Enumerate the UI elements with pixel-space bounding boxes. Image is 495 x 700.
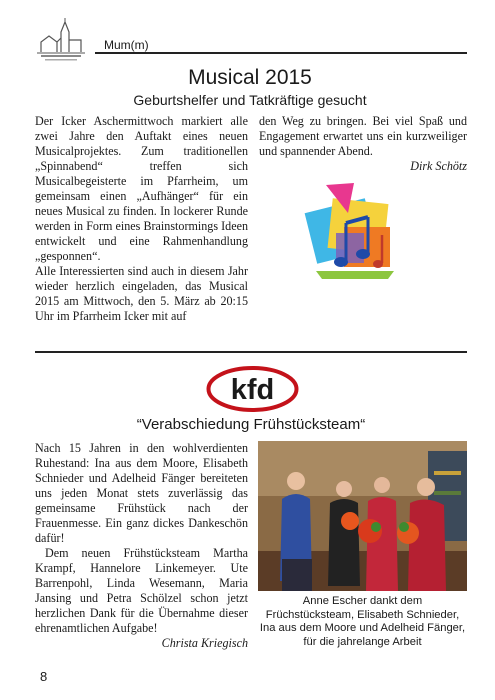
team-photo [258, 441, 467, 591]
author-signature: Dirk Schötz [410, 159, 467, 173]
article-column-left [35, 114, 248, 324]
music-notes-icon [296, 183, 408, 283]
section-divider [35, 351, 467, 353]
article-title: Musical 2015 [188, 66, 312, 89]
paragraph: Alle Interessierten sind auch in diesem Jahr wieder herzlich eingeladen, das Musical 2015 am Mittwoch, den 5. März ab 20:15 Uhr im Pfarrheim Icker mit auf [35, 264, 248, 323]
church-logo-icon [35, 18, 87, 62]
page-number: 8 [40, 669, 48, 684]
article-title: “Verabschiedung Frühstücksteam“ [136, 416, 366, 433]
photo-caption: Anne Escher dankt dem Früchstücksteam, Elisabeth Schnieder, Ina aus dem Moore und Adelheid Fänger, für die jahrelange Arbeit [259, 595, 466, 648]
paragraph: den Weg zu bringen. Bei viel Spaß und Engagement erwartet uns ein kurzweiliger und spannender Abend. [259, 114, 467, 158]
kfd-logo-text: kfd [230, 374, 275, 406]
author-signature: Christa Kriegisch [161, 636, 248, 650]
header-divider [95, 52, 467, 54]
paragraph: Der Icker Aschermittwoch markiert alle zwei Jahre den Auftakt eines neuen Musicalprojektes. Zum traditionellen „Spinnabend“ treffen sich Musicalbegeisterte im Pfarrheim, um gemeinsam einen „Aufhänger“ für ein neues Musical zu finden. In lockerer Runde werden in Form eines Brainstormings Ideen entwickelt und eine Rahmenhandlung „gesponnen“. [35, 114, 248, 263]
article-subtitle: Geburtshelfer und Tatkräftige gesucht [133, 92, 367, 108]
kfd-logo [205, 364, 300, 414]
paragraph: Nach 15 Jahren in den wohlverdienten Ruhestand: Ina aus dem Moore, Elisabeth Schnieder und Adelheid Fänger bereiteten uns jeden Monat stets zuverlässig das gemeinsame Frühstück nach der Frauenmesse. Ein ganz dickes Dankeschön dafür! [35, 441, 248, 545]
section-name: Mum(m) [104, 38, 149, 52]
paragraph: Dem neuen Frühstücksteam Martha Krampf, Hannelore Linkemeyer. Ute Barrenpohl, Linda Wesemann, Maria Jansing und Petra Schölzel schon jetzt herzlichen Dank für die Übernahme dieser ehrenamtlichen Aufgabe! [35, 546, 248, 635]
article-column-right [259, 114, 467, 174]
article-column-left [35, 441, 248, 651]
